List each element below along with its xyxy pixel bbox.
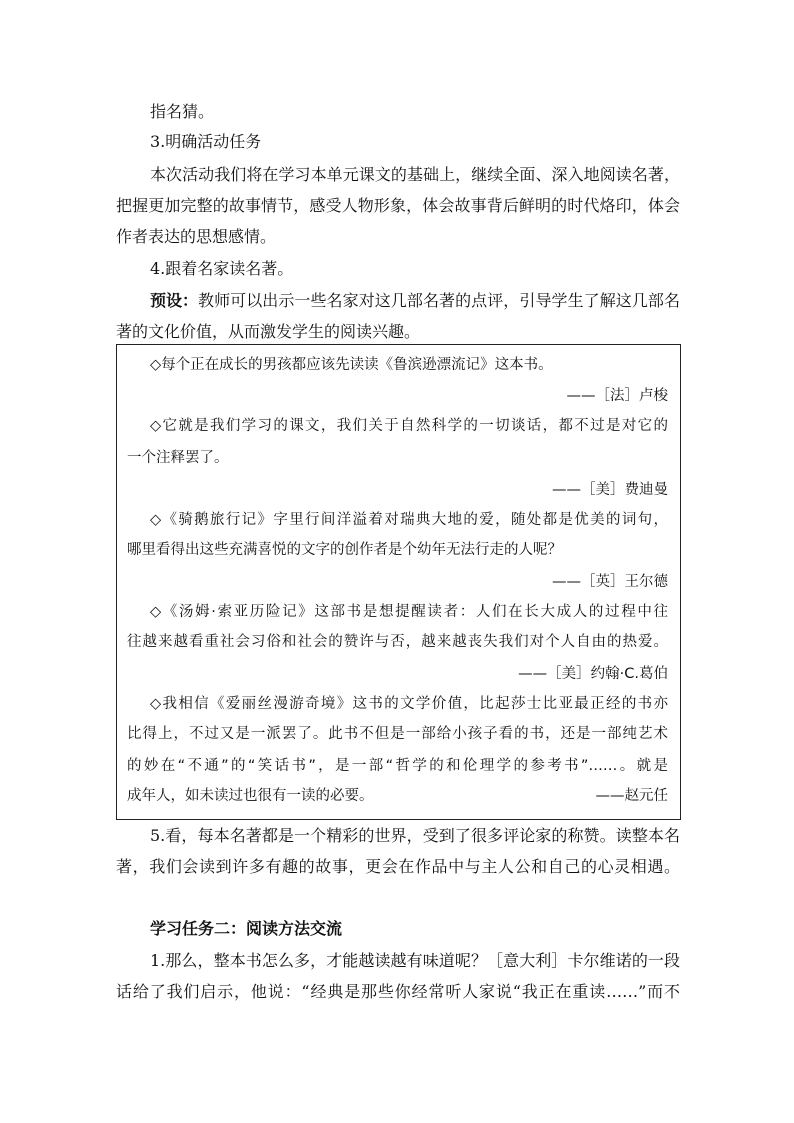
quote-5-source: ——赵元任 <box>595 788 668 804</box>
step-4-heading: 4.跟着名家读名著。 <box>150 259 294 278</box>
paragraph-p6-line1: 5.看，每本名著都是一个精彩的世界，受到了很多评论家的称赞。读整本名 <box>150 826 680 845</box>
quote-4-source: ——［美］约翰·C.葛伯 <box>518 666 668 682</box>
paragraph-p1: 指名猜。 <box>150 102 215 121</box>
paragraph-p7-line2: 话给了我们启示，他说：“经典是那些你经常听人家说“我正在重读……”而不 <box>116 982 680 1001</box>
quote-4-line2: 往越来越看重社会习俗和社会的赞许与否，越来越丧失我们对个人自由的热爱。 <box>127 634 668 650</box>
quote-5-line3: 的妙在“不通”的“笑话书”，是一部“哲学的和伦理学的参考书”……。就是 <box>127 758 668 774</box>
quote-1-source: ——［法］卢梭 <box>566 388 668 404</box>
paragraph-p6-line2: 著，我们会读到许多有趣的故事，更会在作品中与主人公和自己的心灵相遇。 <box>116 857 680 876</box>
quote-2-line1: ◇它就是我们学习的课文，我们关于自然科学的一切谈话，都不过是对它的 <box>150 418 668 434</box>
quote-5-line1: ◇我相信《爱丽丝漫游奇境》这书的文学价值，比起莎士比亚最正经的书亦 <box>150 696 668 712</box>
quote-3-line1: ◇《骑鹅旅行记》字里行间洋溢着对瑞典大地的爱，随处都是优美的词句， <box>150 512 668 528</box>
learning-task-2-heading: 学习任务二：阅读方法交流 <box>150 919 343 938</box>
preset-paragraph-line1 <box>150 290 680 312</box>
quote-3-source: ——［英］王尔德 <box>552 574 668 590</box>
quote-3-line2: 哪里看得出这些充满喜悦的文字的创作者是个幼年无法行走的人呢？ <box>127 542 562 558</box>
critic-quotes-box <box>116 344 681 820</box>
paragraph-p7-line1: 1.那么，整本书怎么多，才能越读越有味道呢？［意大利］卡尔维诺的一段 <box>150 951 680 970</box>
paragraph-p3-line3: 作者表达的思想感情。 <box>116 227 277 246</box>
paragraph-p3-line1: 本次活动我们将在学习本单元课文的基础上，继续全面、深入地阅读名著， <box>150 165 680 184</box>
quote-5-line4: 成年人，如未读过也很有一读的必要。 <box>127 788 374 804</box>
paragraph-p3-line2: 把握更加完整的故事情节，感受人物形象，体会故事背后鲜明的时代烙印，体会 <box>116 196 680 215</box>
preset-text: 教师可以出示一些名家对这几部名著的点评，引导学生了解这几部名 <box>198 291 680 310</box>
preset-label: 预设： <box>150 291 199 310</box>
quote-2-source: ——［美］费迪曼 <box>552 482 668 498</box>
preset-paragraph-line2: 著的文化价值，从而激发学生的阅读兴趣。 <box>116 322 421 341</box>
step-3-heading: 3.明确活动任务 <box>150 132 262 151</box>
quote-1: ◇每个正在成长的男孩都应该先读读《鲁滨逊漂流记》这本书。 <box>150 357 553 373</box>
quote-5-line2: 比得上，不过又是一派罢了。此书不但是一部给小孩子看的书，还是一部纯艺术 <box>127 726 668 742</box>
quote-4-line1: ◇《汤姆·索亚历险记》这部书是想提醒读者：人们在长大成人的过程中往 <box>150 604 668 620</box>
quote-2-line2: 一个注释罢了。 <box>127 450 229 466</box>
